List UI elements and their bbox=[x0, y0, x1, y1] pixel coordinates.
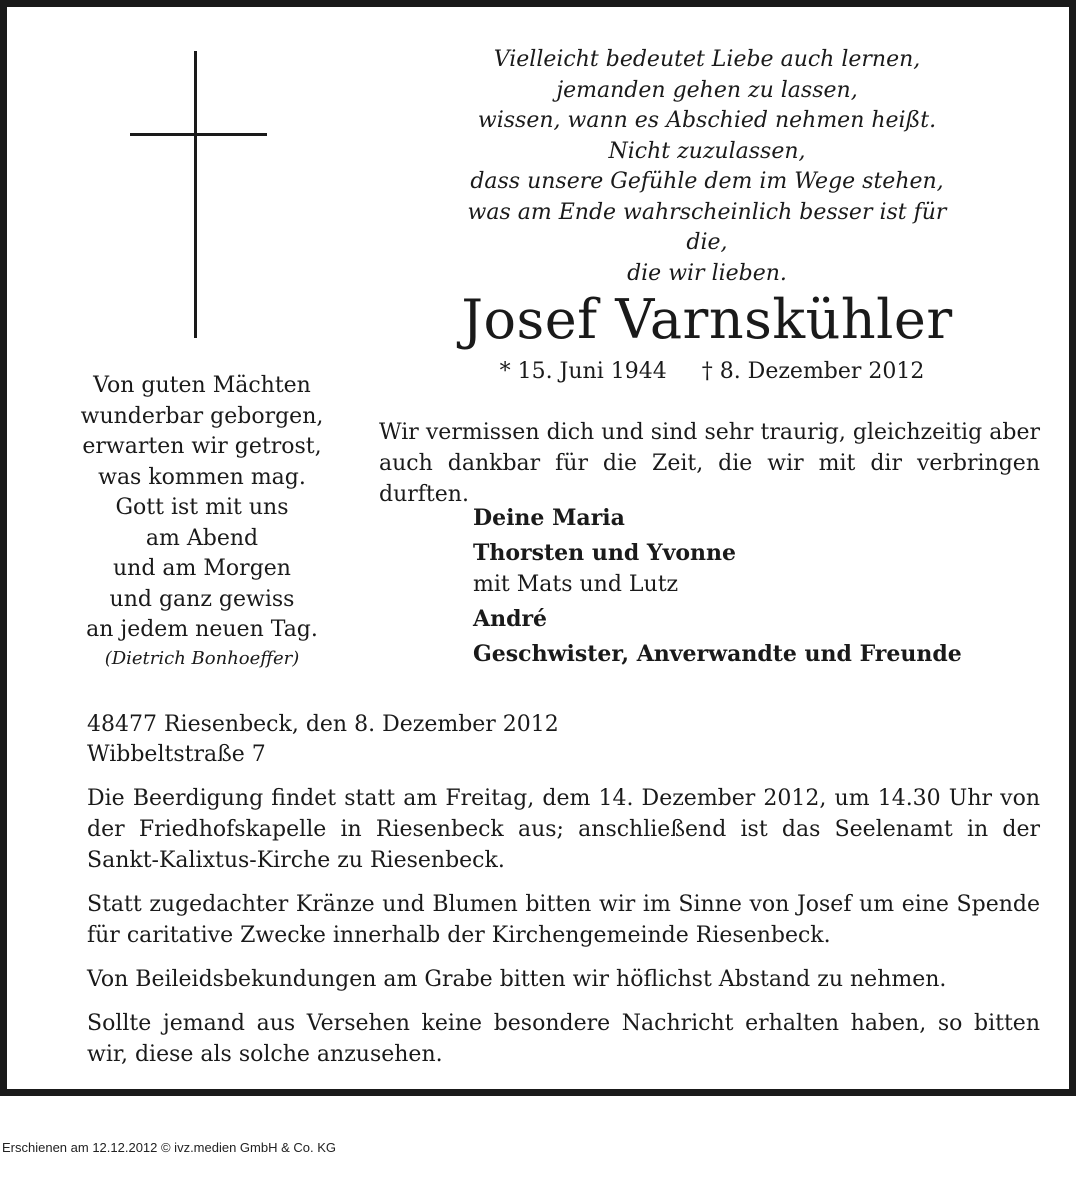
family-member: André bbox=[473, 606, 548, 632]
verse-line: am Abend bbox=[145, 525, 259, 551]
poem-line: Vielleicht bedeutet Liebe auch lernen, bbox=[493, 47, 921, 72]
address-line: Wibbeltstraße 7 bbox=[87, 742, 266, 767]
verse-line: und am Morgen bbox=[113, 556, 291, 581]
poem-line: Nicht zuzulassen, bbox=[608, 138, 806, 164]
family-list bbox=[473, 503, 1033, 670]
poem bbox=[447, 45, 967, 289]
info-paragraph: Sollte jemand aus Versehen keine besondere Nachricht erhalten haben, so bitten wir, diese als solche anzusehen. bbox=[87, 1011, 1040, 1067]
info-paragraph: Die Beerdigung findet statt am Freitag, dem 14. Dezember 2012, um 14.30 Uhr von der Friedhofskapelle in Riesenbeck aus; anschließend ist das Seelenamt in der Sankt-Kalixtus-Kirche zu Riesenbeck. bbox=[87, 786, 1040, 873]
verse-line: Von guten Mächten bbox=[93, 373, 311, 398]
verse-line: und ganz gewiss bbox=[109, 586, 295, 612]
poem-line: jemanden gehen zu lassen, bbox=[556, 77, 858, 103]
death-date: † 8. Dezember 2012 bbox=[701, 359, 925, 384]
poem-line: dass unsere Gefühle dem im Wege stehen, bbox=[470, 169, 944, 194]
poem-line: was am Ende wahrscheinlich besser ist für die, bbox=[467, 199, 947, 255]
cross-vertical-bar bbox=[194, 51, 197, 338]
publication-footer: Erschienen am 12.12.2012 © ivz.medien GmbH & Co. KG bbox=[2, 1140, 337, 1155]
family-member: Thorsten und Yvonne bbox=[473, 540, 737, 566]
verse-line: was kommen mag. bbox=[98, 464, 306, 490]
message-line: auch dankbar für die Zeit, die wir mit dir verbringen durften. bbox=[379, 451, 1040, 507]
verse-line: erwarten wir getrost, bbox=[82, 434, 322, 459]
message-line: Wir vermissen dich und sind sehr traurig, gleichzeitig aber bbox=[379, 420, 1040, 445]
address bbox=[87, 710, 587, 770]
info-paragraph: Von Beileidsbekundungen am Grabe bitten wir höflichst Abstand zu nehmen. bbox=[87, 967, 947, 992]
poem-line: wissen, wann es Abschied nehmen heißt. bbox=[477, 108, 937, 133]
family-message bbox=[379, 417, 1040, 510]
bonhoeffer-verse bbox=[77, 371, 327, 672]
cross-horizontal-bar bbox=[130, 133, 267, 136]
verse-line: Gott ist mit uns bbox=[115, 495, 289, 520]
birth-date: * 15. Juni 1944 bbox=[499, 359, 667, 384]
life-dates bbox=[477, 357, 947, 387]
family-member: mit Mats und Lutz bbox=[473, 572, 679, 597]
verse-line: wunderbar geborgen, bbox=[80, 403, 324, 429]
info-paragraph: Statt zugedachter Kränze und Blumen bitten wir im Sinne von Josef um eine Spende für caritative Zwecke innerhalb der Kirchengemeinde Riesenbeck. bbox=[87, 892, 1040, 948]
family-member: Geschwister, Anverwandte und Freunde bbox=[473, 641, 962, 667]
poem-line: die wir lieben. bbox=[627, 260, 787, 286]
family-member: Deine Maria bbox=[473, 505, 625, 531]
verse-source: (Dietrich Bonhoeffer) bbox=[104, 647, 300, 669]
address-line: 48477 Riesenbeck, den 8. Dezember 2012 bbox=[87, 712, 559, 737]
verse-line: an jedem neuen Tag. bbox=[86, 617, 318, 642]
deceased-name: Josef Varnskühler bbox=[461, 288, 953, 351]
funeral-information bbox=[87, 783, 1040, 1083]
